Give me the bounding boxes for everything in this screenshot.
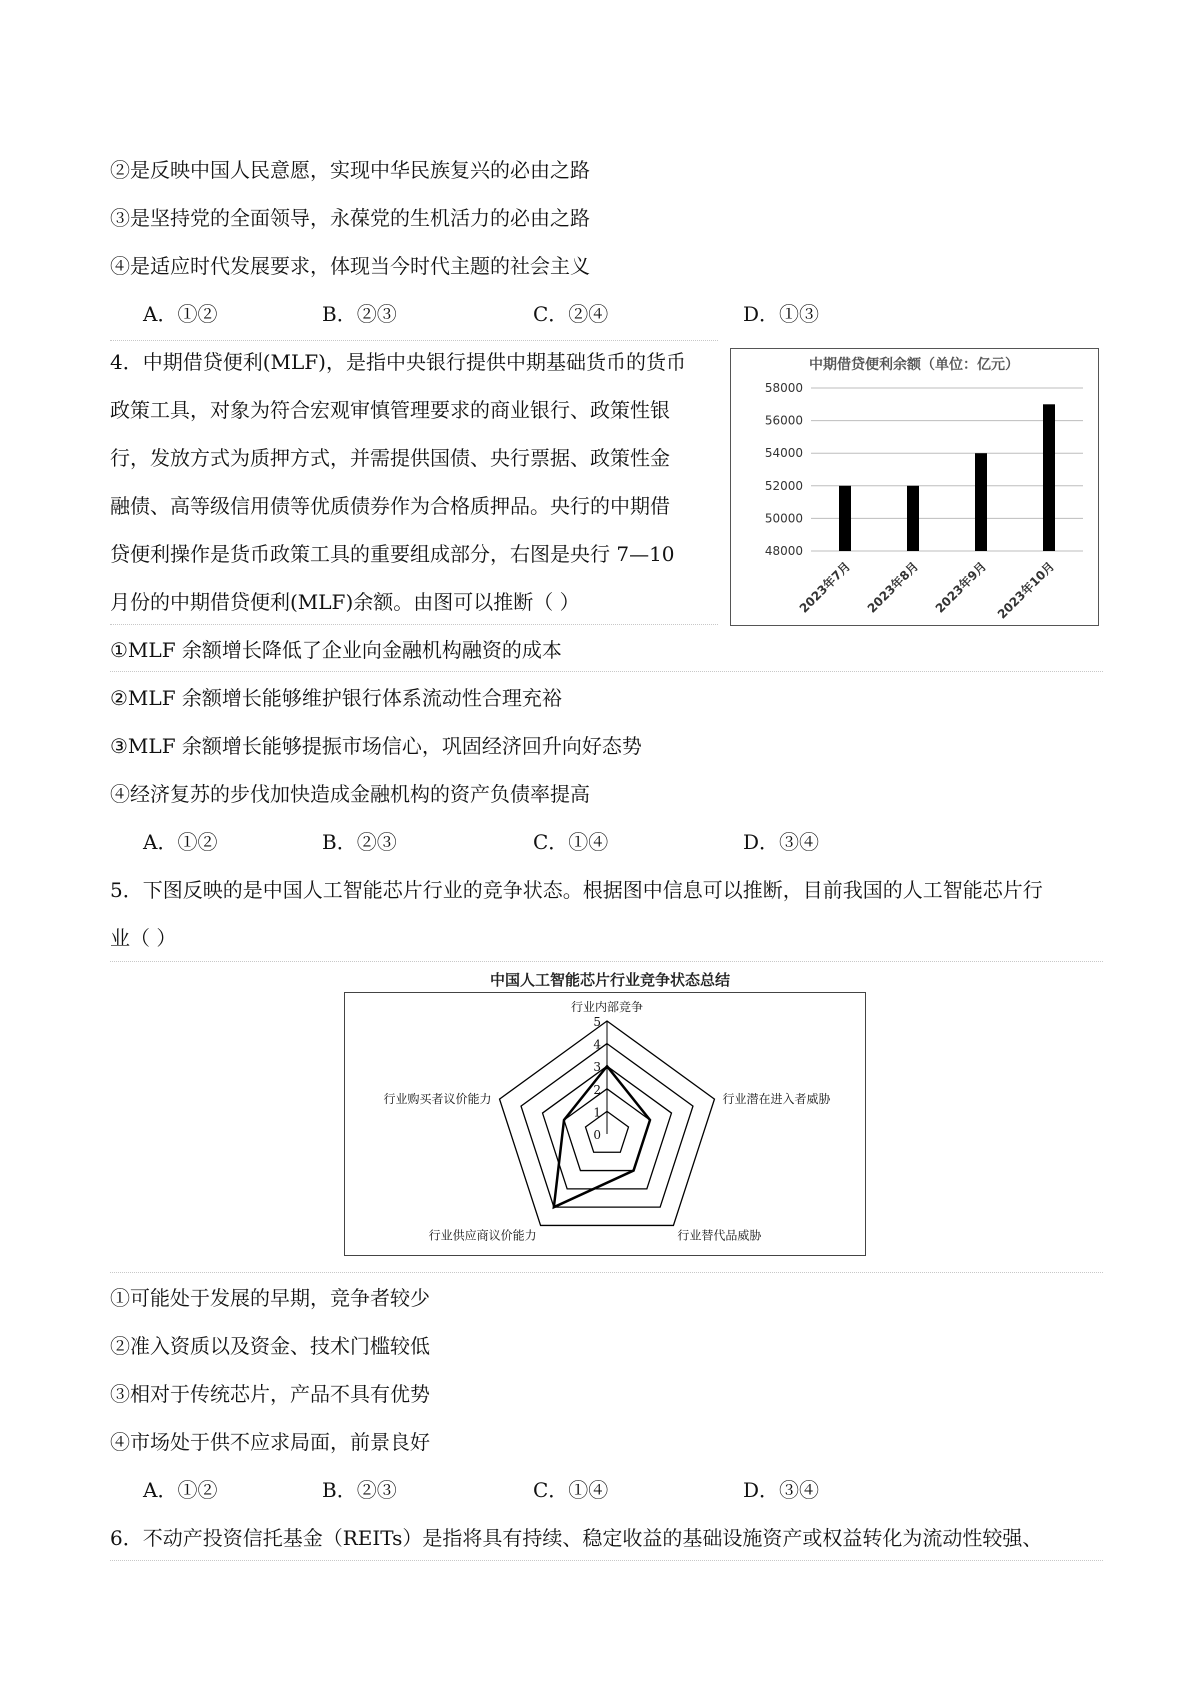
radar-axis-label: 行业购买者议价能力 — [383, 1092, 492, 1107]
q3-option-d: D．①③ — [743, 302, 820, 326]
radar-axis-label: 行业内部竞争 — [570, 1000, 644, 1014]
q4-statement-1: ①MLF 余额增长降低了企业向金融机构融资的成本 — [110, 638, 562, 662]
x-tick-label: 2023年7月 — [796, 559, 854, 616]
q3-option-b: B．②③ — [322, 302, 397, 326]
radar-chart — [344, 992, 866, 1256]
x-tick-label: 2023年10月 — [994, 559, 1058, 622]
q3-option-a: A．①② — [143, 302, 218, 326]
q5-statement-3: ③相对于传统芯片，产品不具有优势 — [110, 1382, 430, 1406]
q4-stem — [110, 338, 718, 626]
bar — [1043, 404, 1055, 551]
q5-statement-2: ②准入资质以及资金、技术门槛较低 — [110, 1334, 430, 1358]
q4-stem-line: 贷便利操作是货币政策工具的重要组成部分，右图是央行 7—10 — [110, 542, 675, 566]
bar-chart-title: 中期借贷便利余额（单位：亿元） — [809, 357, 1019, 373]
radar-ring-label: 4 — [593, 1037, 601, 1052]
mlf-bar-chart-svg — [731, 349, 1098, 625]
radar-axis-label: 行业潜在进入者威胁 — [722, 1092, 831, 1107]
y-tick-label: 50000 — [764, 511, 803, 526]
q5-statement-4: ④市场处于供不应求局面，前景良好 — [110, 1430, 430, 1454]
q4-option-b: B．②③ — [322, 830, 397, 854]
q3-statement-2: ②是反映中国人民意愿，实现中华民族复兴的必由之路 — [110, 158, 590, 182]
bar — [907, 486, 919, 551]
q5-option-c: C．①④ — [533, 1478, 609, 1502]
radar-chart-title: 中国人工智能芯片行业竞争状态总结 — [489, 971, 730, 989]
y-tick-label: 58000 — [764, 381, 803, 395]
radar-ring-label: 2 — [593, 1082, 601, 1097]
x-tick-label: 2023年9月 — [932, 559, 990, 616]
radar-ring-label: 3 — [593, 1060, 601, 1075]
radar-ring-label: 0 — [593, 1128, 601, 1142]
q3-statement-3: ③是坚持党的全面领导，永葆党的生机活力的必由之路 — [110, 206, 590, 230]
q5-stem-line-1: 5．下图反映的是中国人工智能芯片行业的竞争状态。根据图中信息可以推断，目前我国的人工智能芯片行 — [110, 878, 1043, 902]
y-tick-label: 56000 — [764, 413, 803, 428]
radar-axis-label: 行业供应商议价能力 — [428, 1228, 537, 1243]
separator — [110, 1272, 1103, 1273]
q4-stem-line: 政策工具，对象为符合宏观审慎管理要求的商业银行、政策性银 — [110, 398, 670, 422]
q4-stem-line: 4．中期借贷便利(MLF)，是指中央银行提供中期基础货币的货币 — [110, 350, 686, 374]
q5-option-b: B．②③ — [322, 1478, 397, 1502]
q4-option-a: A．①② — [143, 830, 218, 854]
q4-stem-line: 行，发放方式为质押方式，并需提供国债、央行票据、政策性金 — [110, 446, 670, 470]
q4-stem-line: 月份的中期借贷便利(MLF)余额。由图可以推断（ ） — [110, 590, 580, 614]
bar — [975, 453, 987, 551]
radar-ring-label: 5 — [593, 1015, 601, 1029]
radar-ring-label: 1 — [593, 1105, 601, 1120]
y-tick-label: 54000 — [764, 446, 803, 461]
bar — [839, 486, 851, 551]
q4-option-d: D．③④ — [743, 830, 820, 854]
q4-stem-line: 融债、高等级信用债等优质债券作为合格质押品。央行的中期借 — [110, 494, 670, 518]
q3-statement-4: ④是适应时代发展要求，体现当今时代主题的社会主义 — [110, 254, 590, 278]
q4-statement-4: ④经济复苏的步伐加快造成金融机构的资产负债率提高 — [110, 782, 590, 806]
radar-axis-label: 行业替代品威胁 — [677, 1228, 762, 1243]
x-tick-label: 2023年8月 — [864, 559, 922, 616]
q4-statement-2: ②MLF 余额增长能够维护银行体系流动性合理充裕 — [110, 686, 562, 710]
separator — [110, 624, 718, 625]
y-tick-label: 52000 — [764, 478, 803, 493]
separator — [110, 1560, 1103, 1561]
radar-chart-svg — [345, 993, 865, 1255]
q5-stem-line-2: 业（ ） — [110, 926, 177, 950]
q6-stem-line-1: 6．不动产投资信托基金（REITs）是指将具有持续、稳定收益的基础设施资产或权益转化为流动性较强、 — [110, 1526, 1043, 1550]
q4-option-c: C．①④ — [533, 830, 609, 854]
q3-option-c: C．②④ — [533, 302, 609, 326]
q5-option-d: D．③④ — [743, 1478, 820, 1502]
mlf-bar-chart — [730, 348, 1099, 626]
separator — [110, 671, 1103, 672]
q5-statement-1: ①可能处于发展的早期，竞争者较少 — [110, 1286, 430, 1310]
y-tick-label: 48000 — [764, 544, 803, 558]
separator — [110, 961, 1103, 962]
q5-option-a: A．①② — [143, 1478, 218, 1502]
q4-statement-3: ③MLF 余额增长能够提振市场信心，巩固经济回升向好态势 — [110, 734, 642, 758]
